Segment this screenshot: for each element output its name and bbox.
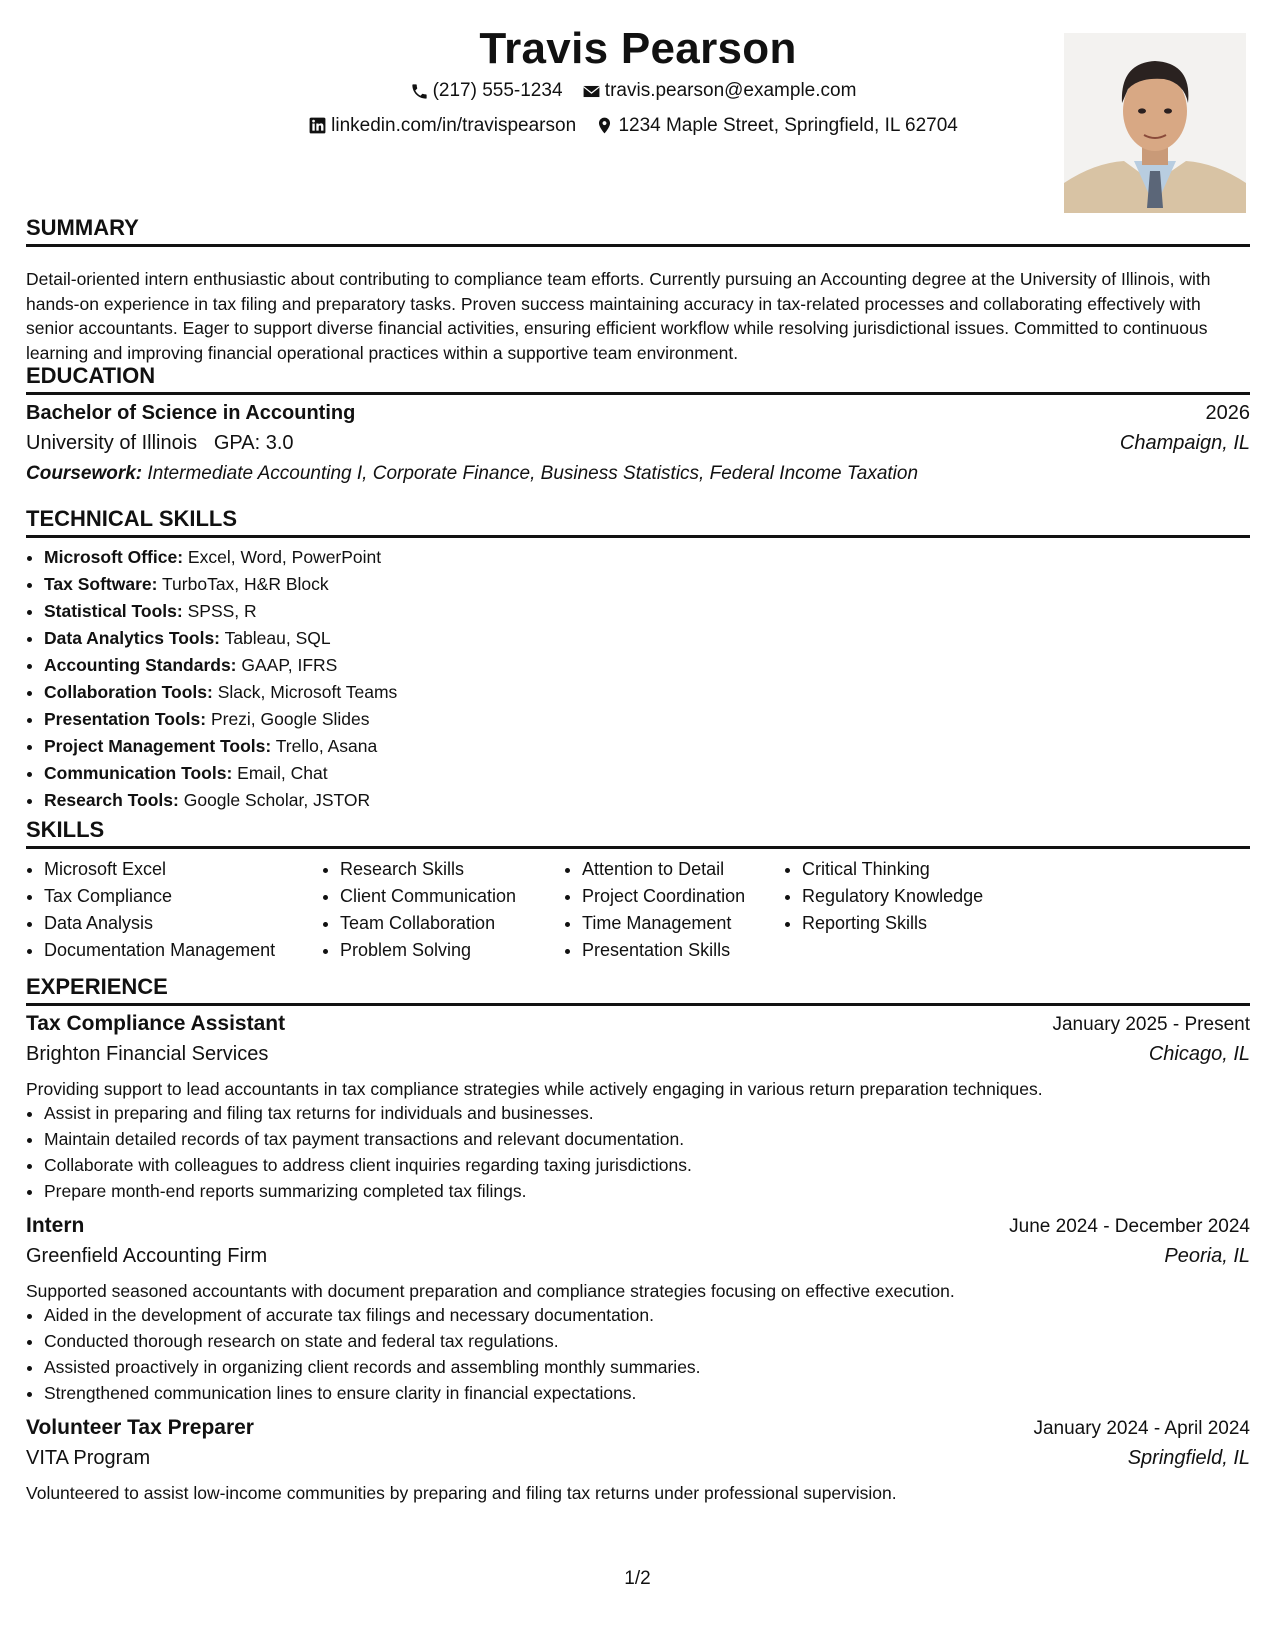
skills-heading: SKILLS (26, 816, 1250, 849)
list-item: • Reporting Skills (802, 910, 1022, 937)
list-item: • Project Coordination (582, 883, 770, 910)
linkedin-contact[interactable] (308, 111, 576, 141)
job-title: Intern (26, 1214, 85, 1237)
candidate-name: Travis Pearson (479, 24, 797, 73)
coursework (26, 463, 1250, 485)
school-location: Champaign, IL (1119, 432, 1250, 454)
school-gpa (26, 432, 294, 455)
list-item: • Time Management (582, 910, 770, 937)
list-item: • Documentation Management (44, 937, 300, 964)
page-number: 1/2 (624, 1568, 651, 1589)
list-item: • Strengthened communication lines to ensure clarity in financial expectations. (44, 1380, 701, 1406)
list-item: • Communication Tools: Email, Chat (44, 760, 397, 787)
job-location: Chicago, IL (1148, 1043, 1250, 1065)
list-item: • Aided in the development of accurate tax filings and necessary documentation. (44, 1302, 701, 1328)
phone-contact[interactable] (410, 76, 563, 106)
job-1-header (26, 1012, 1250, 1036)
profile-photo (1064, 33, 1246, 213)
list-item: • Client Communication (340, 883, 552, 910)
list-item: • Collaboration Tools: Slack, Microsoft Teams (44, 679, 397, 706)
email-text: travis.pearson@example.com (604, 80, 857, 101)
coursework-label: Coursework: (26, 463, 143, 484)
education-row-2 (26, 432, 1250, 455)
job-dates: January 2024 - April 2024 (1033, 1418, 1250, 1439)
list-item: • Maintain detailed records of tax payment transactions and relevant documentation. (44, 1126, 692, 1152)
gpa: GPA: 3.0 (213, 432, 294, 454)
job-location: Springfield, IL (1127, 1447, 1250, 1469)
list-item: • Prepare month-end reports summarizing completed tax filings. (44, 1178, 692, 1204)
list-item: • Assisted proactively in organizing client records and assembling monthly summaries. (44, 1354, 701, 1380)
skills-grid (26, 856, 1022, 964)
job-1-subheader (26, 1043, 1250, 1066)
list-item: • Presentation Tools: Prezi, Google Slides (44, 706, 397, 733)
resume-page (26, 0, 1250, 1650)
job-3-subheader (26, 1447, 1250, 1470)
degree: Bachelor of Science in Accounting (26, 402, 356, 424)
phone-text: (217) 555-1234 (432, 80, 563, 101)
job-dates: January 2025 - Present (1052, 1014, 1250, 1035)
technical-skills-list (26, 544, 397, 814)
address-contact (595, 111, 957, 141)
list-item: • Tax Compliance (44, 883, 300, 910)
technical-skills-heading: TECHNICAL SKILLS (26, 505, 1250, 538)
company-name: Brighton Financial Services (26, 1043, 269, 1065)
phone-icon (410, 82, 429, 101)
list-item: • Project Management Tools: Trello, Asana (44, 733, 397, 760)
skills-column-3 (564, 856, 770, 964)
list-item: • Problem Solving (340, 937, 552, 964)
list-item: • Microsoft Office: Excel, Word, PowerPoint (44, 544, 397, 571)
job-1-bullets (26, 1100, 692, 1204)
job-2-subheader (26, 1245, 1250, 1268)
job-2-bullets (26, 1302, 701, 1406)
summary-heading: SUMMARY (26, 214, 1250, 247)
skills-column-4 (784, 856, 1022, 964)
address-text: 1234 Maple Street, Springfield, IL 62704 (618, 114, 958, 136)
list-item: • Data Analytics Tools: Tableau, SQL (44, 625, 397, 652)
list-item: • Team Collaboration (340, 910, 552, 937)
list-item: • Research Tools: Google Scholar, JSTOR (44, 787, 397, 814)
graduation-year: 2026 (1205, 402, 1250, 424)
list-item: • Regulatory Knowledge (802, 883, 1022, 910)
experience-heading: EXPERIENCE (26, 973, 1250, 1006)
job-location: Peoria, IL (1164, 1245, 1250, 1267)
job-summary: Providing support to lead accountants in tax compliance strategies while actively engaging in various return preparation techniques. (26, 1079, 1043, 1099)
list-item: • Statistical Tools: SPSS, R (44, 598, 397, 625)
list-item: • Data Analysis (44, 910, 300, 937)
summary-text: Detail-oriented intern enthusiastic about contributing to compliance team efforts. Currently pursuing an Accounting degree at the University of Illinois, with hands-on experience in tax filing and preparatory tasks. Proven success maintaining accuracy in tax-related processes and collaborating effectively with senior accountants. Eager to support diverse financial activities, ensuring efficient workflow while resolving jurisdictional issues. Committed to continuous learning and improving financial operational practices within a supportive team environment. (26, 269, 1211, 363)
company-name: Greenfield Accounting Firm (26, 1245, 268, 1267)
company-name: VITA Program (26, 1447, 151, 1469)
job-summary: Volunteered to assist low-income communities by preparing and filing tax returns under professional supervision. (26, 1483, 897, 1503)
job-2-header (26, 1214, 1250, 1238)
list-item: • Attention to Detail (582, 856, 770, 883)
coursework-list: Intermediate Accounting I, Corporate Finance, Business Statistics, Federal Income Taxation (147, 463, 919, 484)
school-name: University of Illinois (26, 432, 198, 454)
email-contact[interactable] (582, 76, 857, 106)
job-dates: June 2024 - December 2024 (1009, 1216, 1250, 1237)
job-3-header (26, 1416, 1250, 1440)
job-summary: Supported seasoned accountants with document preparation and compliance strategies focusing on effective execution. (26, 1281, 955, 1301)
linkedin-icon (308, 116, 327, 135)
skills-column-2 (322, 856, 552, 964)
list-item: • Accounting Standards: GAAP, IFRS (44, 652, 397, 679)
list-item: • Conducted thorough research on state and federal tax regulations. (44, 1328, 701, 1354)
education-row-1 (26, 402, 1250, 425)
map-pin-icon (595, 116, 614, 135)
list-item: • Microsoft Excel (44, 856, 300, 883)
list-item: • Critical Thinking (802, 856, 1022, 883)
list-item: • Research Skills (340, 856, 552, 883)
job-title: Volunteer Tax Preparer (26, 1416, 254, 1439)
skills-column-1 (26, 856, 300, 964)
linkedin-text: linkedin.com/in/travispearson (331, 114, 577, 136)
education-heading: EDUCATION (26, 362, 1250, 395)
list-item: • Tax Software: TurboTax, H&R Block (44, 571, 397, 598)
list-item: • Collaborate with colleagues to address client inquiries regarding taxing jurisdictions. (44, 1152, 692, 1178)
envelope-icon (582, 82, 601, 101)
list-item: • Presentation Skills (582, 937, 770, 964)
job-title: Tax Compliance Assistant (26, 1012, 286, 1035)
list-item: • Assist in preparing and filing tax returns for individuals and businesses. (44, 1100, 692, 1126)
